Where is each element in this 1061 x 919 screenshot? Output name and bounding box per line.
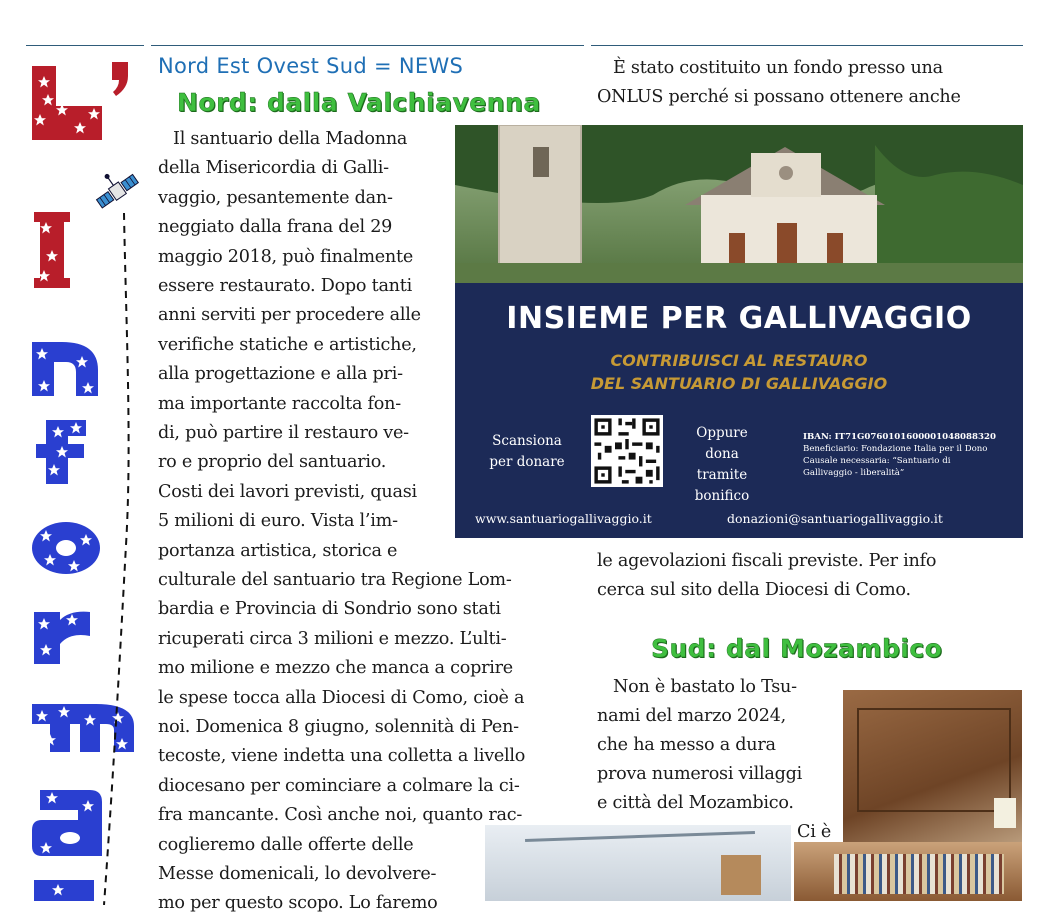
article-nord-line-18: ricuperati circa 3 milioni e mezzo. L’ulti- bbox=[158, 628, 507, 649]
article-nord-line-3: vaggio, pesantemente dan- bbox=[158, 187, 393, 208]
poster-causale-1: Causale necessaria: “Santuario di bbox=[803, 456, 951, 466]
masthead-letter-o bbox=[32, 522, 100, 574]
satellite-trail bbox=[96, 205, 136, 905]
poster-subtitle-1: CONTRIBUISCI AL RESTAURO bbox=[610, 351, 868, 370]
headline-sud: Sud: dal Mozambico bbox=[651, 634, 943, 663]
photo-room-shelf bbox=[721, 855, 761, 895]
article-nord-line-9: alla progettazione e alla pri- bbox=[158, 364, 403, 385]
poster-subtitle-2: DEL SANTUARIO DI GALLIVAGGIO bbox=[590, 374, 888, 393]
article-nord-line-4: neggiato dalla frana del 29 bbox=[158, 217, 393, 238]
photo-cabinet-note bbox=[994, 798, 1016, 828]
article-nord-line-5: maggio 2018, può finalmente bbox=[158, 246, 413, 267]
article-nord-line-11: di, può partire il restauro ve- bbox=[158, 423, 409, 443]
poster-bank-label bbox=[681, 423, 763, 507]
poster-iban: IBAN: IT71G0760101600001048088320 bbox=[803, 432, 996, 442]
article-nord-line-16: culturale del santuario tra Regione Lom- bbox=[158, 570, 512, 590]
article-nord-line-26: Messe domenicali, lo devolvere- bbox=[158, 864, 437, 884]
article-sud-line-1: Non è bastato lo Tsu- bbox=[613, 677, 797, 697]
column-rule-middle bbox=[151, 45, 584, 46]
photo-wooden-cabinet bbox=[843, 690, 1022, 842]
masthead-letter-z bbox=[34, 880, 94, 901]
poster-scan-line-2: per donare bbox=[489, 454, 565, 470]
article-nord-line-24: fra mancante. Così anche noi, quanto rac- bbox=[158, 805, 523, 826]
masthead-letter-n bbox=[32, 342, 98, 396]
poster-scan-label bbox=[481, 431, 573, 473]
masthead-letter-a bbox=[32, 790, 102, 856]
poster-bank-details bbox=[803, 431, 1019, 479]
article-nord-line-22: tecoste, viene indetta una colletta a livello bbox=[158, 746, 526, 767]
article-nord-line-21: noi. Domenica 8 giugno, solennità di Pen- bbox=[158, 717, 519, 737]
masthead-letter-r bbox=[34, 612, 90, 664]
article-nord-line-10: ma importante raccolta fon- bbox=[158, 393, 401, 414]
poster-scan-line-1: Scansiona bbox=[492, 433, 562, 449]
masthead-apostrophe bbox=[112, 62, 128, 96]
poster-alt-line-2: tramite bbox=[696, 467, 748, 483]
article-nord-line-20: le spese tocca alla Diocesi di Como, cioè a bbox=[158, 687, 525, 708]
masthead-letter-l bbox=[32, 66, 102, 140]
headline-nord: Nord: dalla Valchiavenna bbox=[177, 88, 541, 117]
article-sud-line-2: nami del marzo 2024, bbox=[597, 706, 787, 726]
article-nord-line-6: essere restaurato. Dopo tanti bbox=[158, 276, 412, 296]
article-nord-line-23: diocesano per cominciare a colmare la ci- bbox=[158, 775, 520, 796]
fund-text-line-4: cerca sul sito della Diocesi di Como. bbox=[597, 580, 911, 600]
poster-website[interactable]: www.santuariogallivaggio.it bbox=[475, 511, 652, 526]
poster-alt-line-3: bonifico bbox=[694, 488, 750, 504]
article-nord-line-13: Costi dei lavori previsti, quasi bbox=[158, 481, 417, 502]
article-nord-line-7: anni serviti per procedere alle bbox=[158, 305, 421, 326]
photo-room-interior bbox=[485, 825, 791, 901]
poster-email[interactable]: donazioni@santuariogallivaggio.it bbox=[727, 511, 943, 526]
article-sud-tail: Ci è bbox=[797, 822, 832, 842]
poster-beneficiary: Beneficiario: Fondazione Italia per il Dono bbox=[803, 444, 988, 454]
article-nord-line-14: 5 milioni di euro. Vista l’im- bbox=[158, 511, 398, 532]
article-nord-line-27: mo per questo scopo. Lo faremo bbox=[158, 893, 438, 914]
article-nord-line-15: portanza artistica, storica e bbox=[158, 540, 398, 561]
article-nord-line-8: verifiche statiche e artistiche, bbox=[158, 334, 417, 355]
article-nord-line-2: della Misericordia di Galli- bbox=[158, 158, 389, 179]
masthead-letter-f bbox=[36, 420, 86, 484]
article-nord-line-25: coglieremo dalle offerte delle bbox=[158, 834, 414, 855]
article-sud-line-3: che ha messo a dura bbox=[597, 735, 776, 755]
article-sud-line-5: e città del Mozambico. bbox=[597, 793, 794, 813]
article-nord-line-19: mo milione e mezzo che manca a coprire bbox=[158, 658, 513, 679]
qr-code[interactable] bbox=[591, 415, 663, 487]
donation-poster bbox=[455, 125, 1023, 538]
section-kicker: Nord Est Ovest Sud = NEWS bbox=[158, 54, 464, 78]
fund-text-line-2: ONLUS perché si possano ottenere anche bbox=[597, 87, 961, 107]
article-nord-line-12: ro e proprio del santuario. bbox=[158, 452, 387, 473]
photo-cabinet-panel bbox=[857, 708, 1011, 812]
masthead-letter-i bbox=[34, 212, 70, 288]
fund-text-line-3: le agevolazioni fiscali previste. Per info bbox=[597, 551, 937, 571]
poster-causale-2: Gallivaggio - liberalità” bbox=[803, 468, 905, 478]
photo-shelf-books bbox=[834, 854, 1004, 894]
article-nord-line-17: bardia e Provincia di Sondrio sono stati bbox=[158, 599, 501, 620]
poster-alt-line-1: Oppure dona bbox=[696, 425, 748, 462]
article-nord-line-1: Il santuario della Madonna bbox=[173, 129, 408, 149]
fund-text-line-1: È stato costituito un fondo presso una bbox=[613, 58, 943, 78]
article-sud-line-4: prova numerosi villaggi bbox=[597, 764, 803, 784]
poster-title: INSIEME PER GALLIVAGGIO bbox=[506, 301, 972, 336]
photo-bookshelf bbox=[794, 842, 1022, 901]
photo-room-ceiling bbox=[525, 831, 755, 842]
column-rule-right bbox=[591, 45, 1023, 46]
